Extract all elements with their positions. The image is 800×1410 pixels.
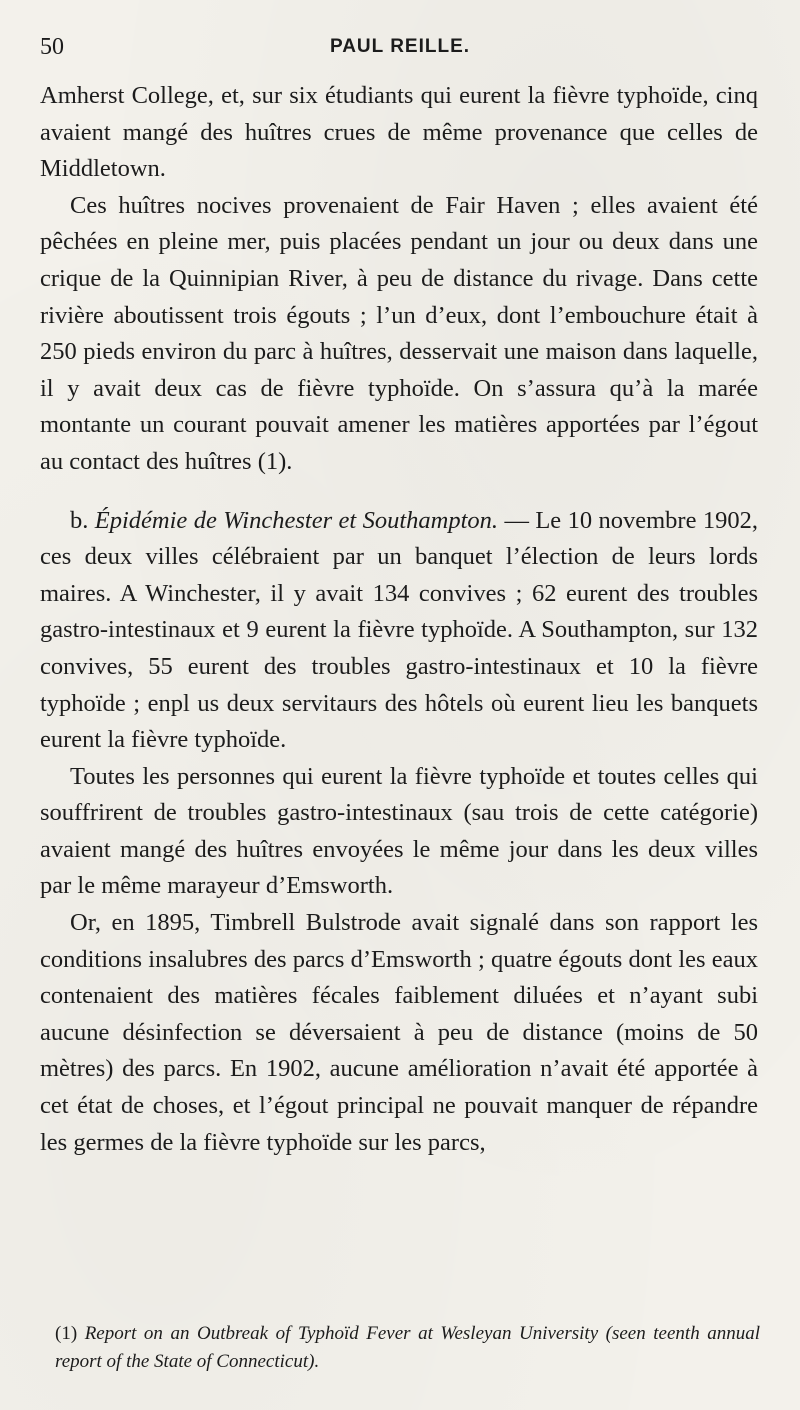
footnote-text: Report on an Outbreak of Typhoïd Fever at Wesleyan University (seen teenth annual report of the State of Connecticut).	[55, 1323, 761, 1372]
body-text	[40, 78, 758, 1161]
section-title: Épidémie de Winchester et Southampton.	[94, 506, 499, 534]
footnote-mark: (1)	[55, 1323, 78, 1344]
paragraph-oyster-consumers: Toutes les personnes qui eurent la fièvre typhoïde et toutes celles qui souffrirent de troubles gastro-intestinaux (sau trois de cette catégorie) avaient mangé des huîtres envoyées le même jour dans les deux villes par le même marayeur d’Emsworth.	[40, 762, 758, 900]
footnote	[55, 1320, 760, 1376]
paragraph-winchester-epidemic	[40, 503, 758, 759]
page-header	[40, 30, 760, 64]
paragraph-emsworth-report: Or, en 1895, Timbrell Bulstrode avait signalé dans son rapport les conditions insalubres des parcs d’Emsworth ; quatre égouts dont les eaux contenaient des matières fécales faiblement diluées et n’ayant subi aucune désinfection se déversaient à peu de distance (moins de 50 mètres) des parcs. En 1902, aucune amélioration n’avait été apportée à cet état de choses, et l’égout principal ne pouvait manquer de répandre les germes de la fièvre typhoïde sur les parcs,	[40, 909, 758, 1156]
section-text: — Le 10 novembre 1902, ces deux villes célébraient par un banquet l’élection de leurs lords maires. A Winchester, il y avait 134 convives ; 62 eurent des troubles gastro-intestinaux et 9 eurent la fièvre typhoïde. A Southampton, sur 132 convives, 55 eurent des troubles gastro-intestinaux et 10 la fièvre typhoïde ; enpl us deux servitaurs des hôtels où eurent lieu les banquets eurent la fièvre typhoïde.	[40, 506, 758, 754]
paragraph-continuation: Amherst College, et, sur six étudiants qui eurent la fièvre typhoïde, cinq avaient mangé des huîtres crues de même provenance que celles de Middletown.	[40, 82, 758, 183]
running-head: PAUL REILLE.	[329, 36, 471, 57]
section-label: b.	[70, 506, 89, 534]
paragraph-fair-haven: Ces huîtres nocives provenaient de Fair Haven ; elles avaient été pêchées en pleine mer, puis placées pendant un jour ou deux dans une crique de la Quinnipian River, à peu de distance du rivage. Dans cette rivière aboutissent trois égouts ; l’un d’eux, dont l’embouchure était à 250 pieds environ du parc à huîtres, desservait une maison dans laquelle, il y avait deux cas de fièvre typhoïde. On s’assura qu’à la marée montante un courant pouvait amener les matières apportées par l’égout au contact des huîtres (1).	[40, 191, 758, 475]
page-number: 50	[40, 34, 64, 60]
